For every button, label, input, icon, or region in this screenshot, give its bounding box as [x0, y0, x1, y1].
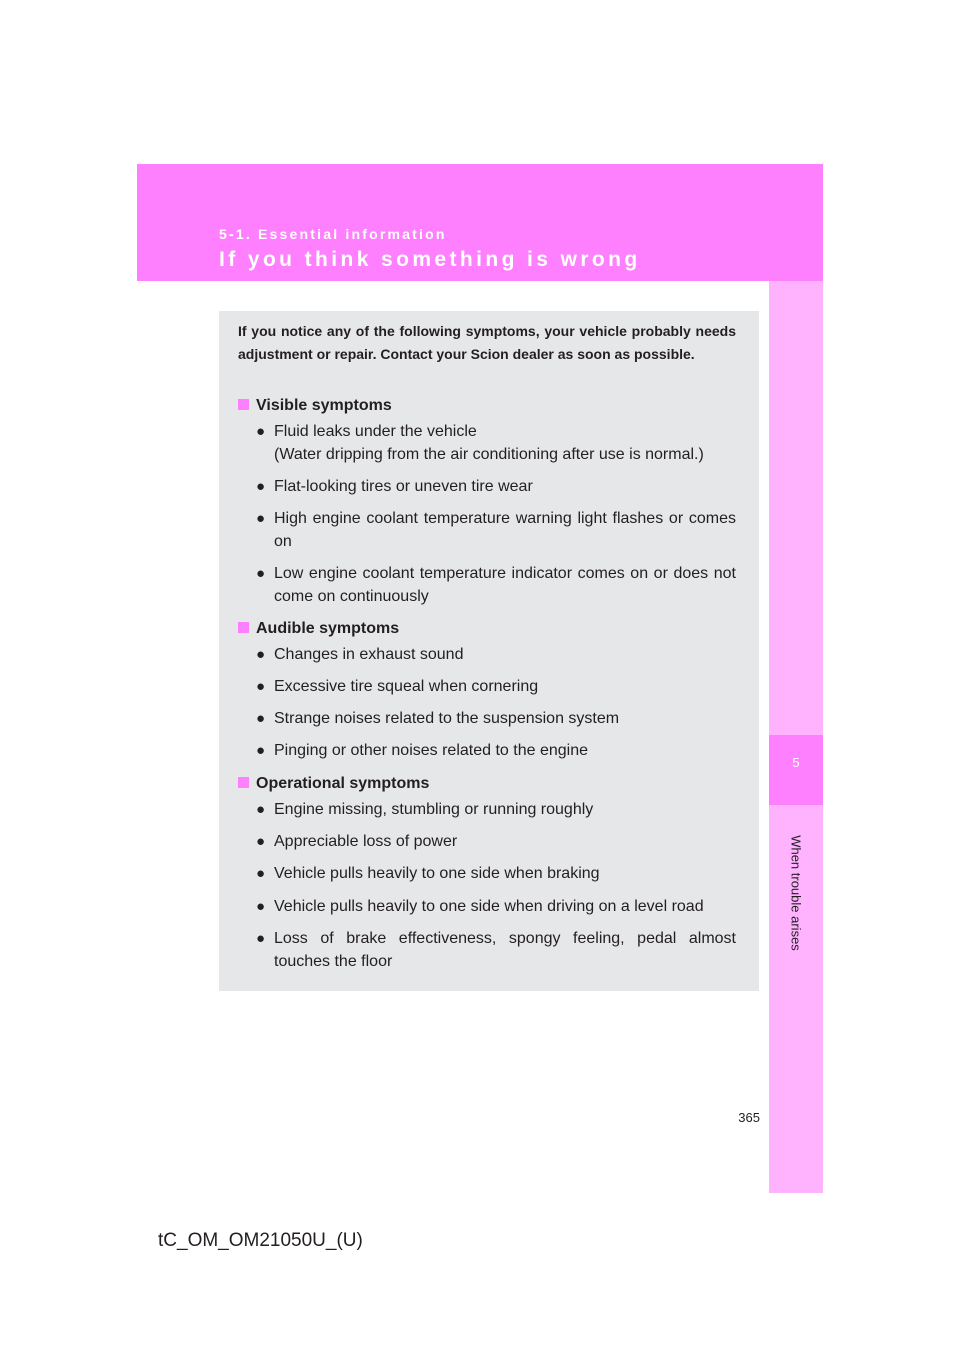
chapter-side-tab [769, 281, 823, 1193]
chapter-number-block [769, 735, 823, 805]
square-bullet-icon [238, 622, 249, 633]
list-item-text: Engine missing, stumbling or running roughly [274, 801, 594, 818]
square-bullet-icon [238, 777, 249, 788]
list-item [256, 928, 736, 973]
group-heading-operational [238, 775, 429, 793]
square-bullet-icon [238, 399, 249, 410]
bullet-icon: ● [256, 565, 266, 582]
list-item-text: Pinging or other noises related to the engine [274, 742, 588, 759]
group-heading-audible [238, 620, 399, 638]
list-item [256, 421, 736, 466]
group-heading-visible [238, 397, 392, 415]
list-item-text: Appreciable loss of power [274, 833, 458, 850]
chapter-number: 5 [792, 755, 800, 770]
list-item-text: High engine coolant temperature warning light flashes or comes on [274, 510, 736, 550]
bullet-icon: ● [256, 801, 266, 818]
list-item [256, 476, 736, 499]
list-item [256, 863, 736, 886]
bullet-icon: ● [256, 930, 266, 947]
intro-paragraph: If you notice any of the following symptoms, your vehicle probably needs adjustment or repair. Contact your Scion dealer as soon as possible. [238, 323, 736, 362]
group-heading-label: Operational symptoms [256, 775, 430, 792]
bullet-icon: ● [256, 710, 266, 727]
list-item-note: (Water dripping from the air conditioning after use is normal.) [274, 445, 704, 463]
list-item [256, 676, 736, 699]
list-item [256, 708, 736, 731]
list-item-text: Fluid leaks under the vehicle [274, 423, 477, 440]
list-item-text: Low engine coolant temperature indicator comes on or does not come on continuously [274, 565, 736, 605]
list-item [256, 508, 736, 553]
section-label: 5-1. Essential information [219, 226, 447, 242]
list-item [256, 896, 736, 919]
group-heading-label: Visible symptoms [256, 397, 392, 414]
chapter-title: When trouble arises [788, 835, 804, 951]
list-item-text: Loss of brake effectiveness, spongy feeling, pedal almost touches the floor [274, 930, 736, 970]
list-item-text: Excessive tire squeal when cornering [274, 678, 539, 695]
list-item [256, 799, 736, 822]
bullet-icon: ● [256, 742, 266, 759]
list-item [256, 563, 736, 608]
document-code: tC_OM_OM21050U_(U) [158, 1230, 363, 1251]
bullet-icon: ● [256, 423, 266, 440]
page-number: 365 [738, 1110, 760, 1125]
bullet-icon: ● [256, 678, 266, 695]
list-item-text: Flat-looking tires or uneven tire wear [274, 478, 533, 495]
bullet-icon: ● [256, 865, 266, 882]
list-item [256, 740, 736, 763]
header-band [137, 164, 823, 281]
bullet-icon: ● [256, 646, 266, 663]
bullet-icon: ● [256, 478, 266, 495]
group-heading-label: Audible symptoms [256, 620, 400, 637]
page-title: If you think something is wrong [219, 248, 641, 271]
list-item-text: Changes in exhaust sound [274, 646, 464, 663]
list-item-text: Vehicle pulls heavily to one side when driving on a level road [274, 898, 704, 915]
list-item-text: Strange noises related to the suspension system [274, 710, 620, 727]
bullet-icon: ● [256, 510, 266, 527]
bullet-icon: ● [256, 833, 266, 850]
list-item-text: Vehicle pulls heavily to one side when braking [274, 865, 600, 882]
list-item [256, 644, 736, 667]
list-item [256, 831, 736, 854]
symptoms-box [219, 311, 759, 991]
bullet-icon: ● [256, 898, 266, 915]
